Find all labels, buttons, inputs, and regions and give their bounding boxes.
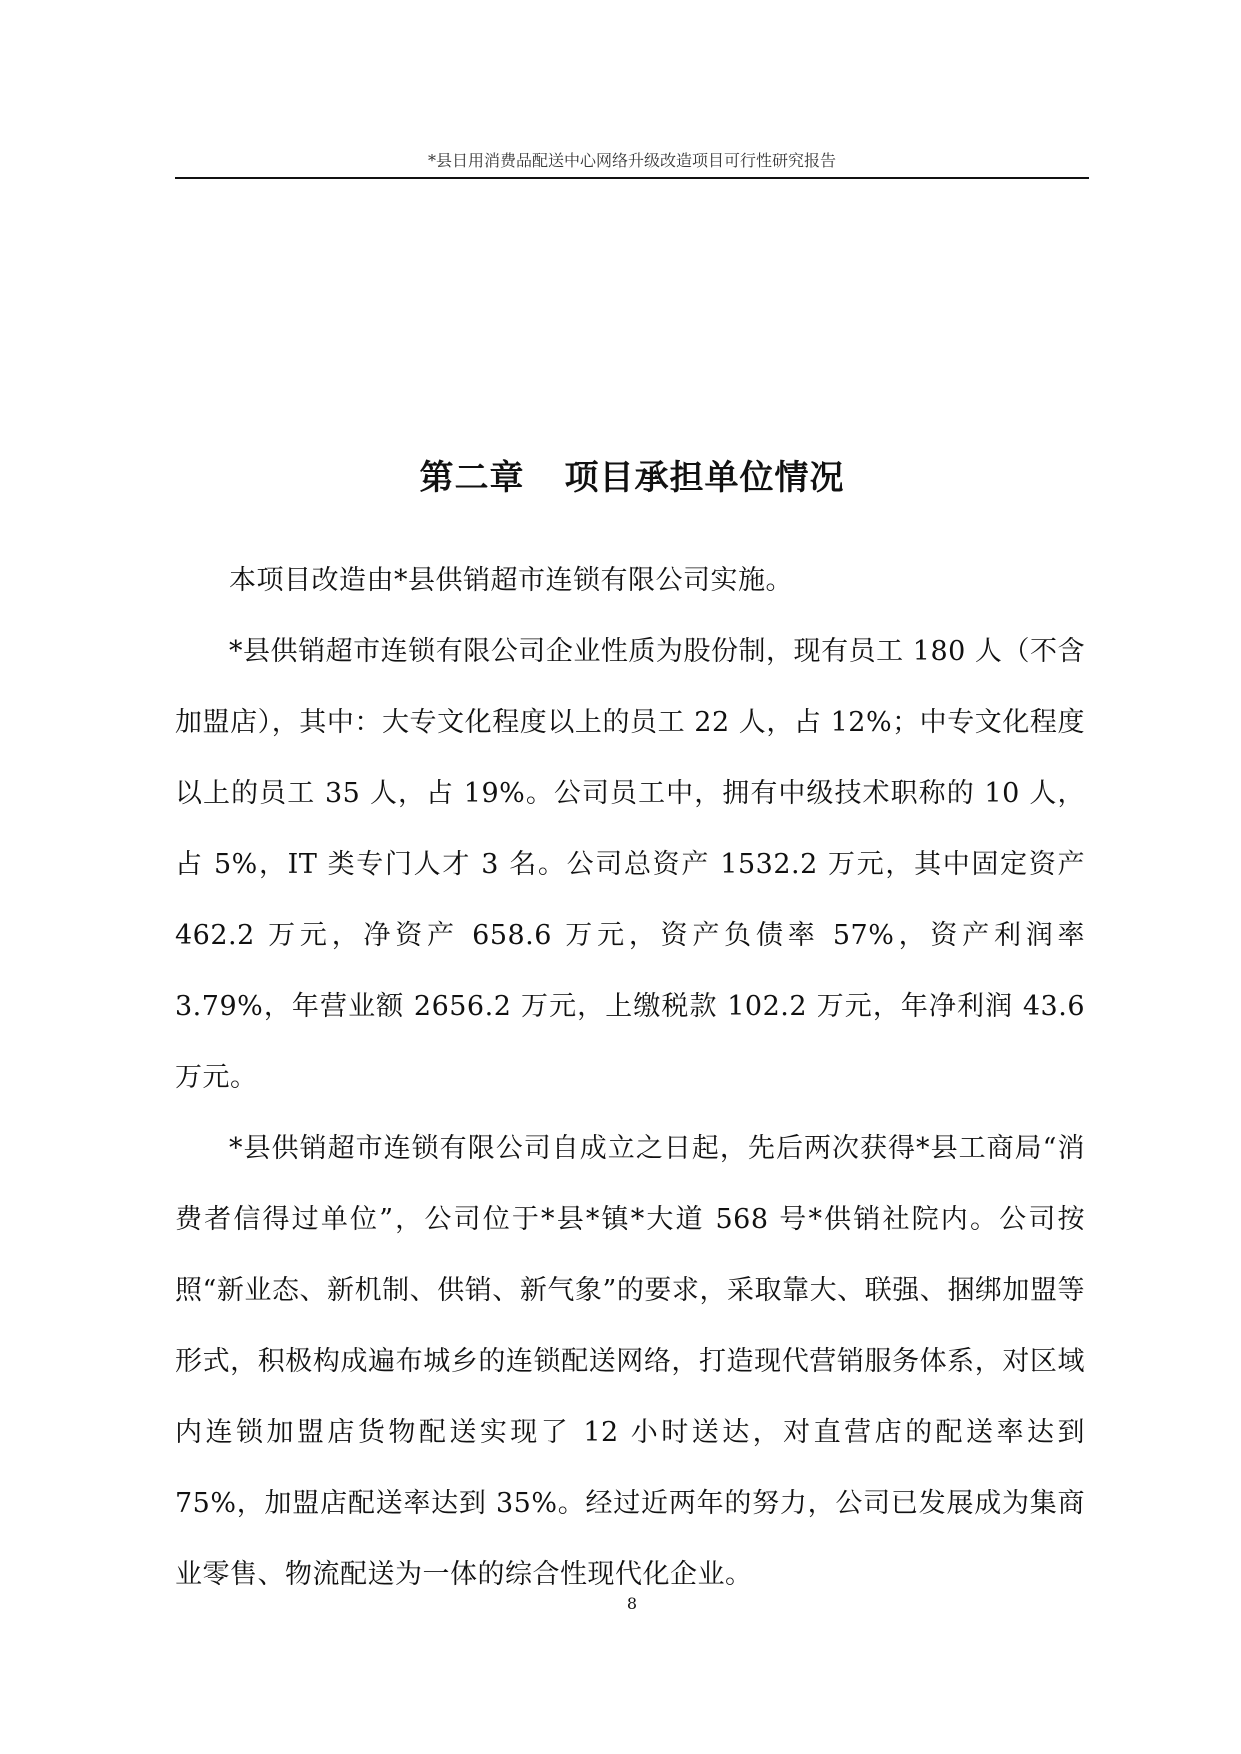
body-text xyxy=(175,545,1085,1610)
page-number: 8 xyxy=(626,1594,638,1613)
chapter-heading: 项目承担单位情况 xyxy=(564,458,845,498)
paragraph-company-profile: *县供销超市连锁有限公司企业性质为股份制，现有员工 180 人（不含加盟店），其中：大专文化程度以上的员工 22 人，占 12%；中专文化程度以上的员工 35 人，占 19%。公司员工中，拥有中级技术职称的 10 人，占 5%，IT 类专门人才 3 名。公司总资产 1532.2 万元，其中固定资产 462.2 万元，净资产 658.6 万元，资产负债率 57%，资产利润率 3.79%，年营业额 2656.2 万元，上缴税款 102.2 万元，年净利润 43.6 万元。 xyxy=(175,636,1085,1093)
chapter-title xyxy=(175,450,1089,499)
paragraph-company-history: *县供销超市连锁有限公司自成立之日起，先后两次获得*县工商局“消费者信得过单位”，公司位于*县*镇*大道 568 号*供销社院内。公司按照“新业态、新机制、供销、新气象”的要求，采取靠大、联强、捆绑加盟等形式，积极构成遍布城乡的连锁配送网络，打造现代营销服务体系，对区域内连锁加盟店货物配送实现了 12 小时送达，对直营店的配送率达到 75%，加盟店配送率达到 35%。经过近两年的努力，公司已发展成为集商业零售、物流配送为一体的综合性现代化企业。 xyxy=(175,1133,1085,1590)
chapter-number: 第二章 xyxy=(419,458,525,498)
running-header: *县日用消费品配送中心网络升级改造项目可行性研究报告 xyxy=(427,151,836,170)
header-divider xyxy=(175,177,1089,179)
paragraph-intro: 本项目改造由*县供销超市连锁有限公司实施。 xyxy=(229,565,793,596)
